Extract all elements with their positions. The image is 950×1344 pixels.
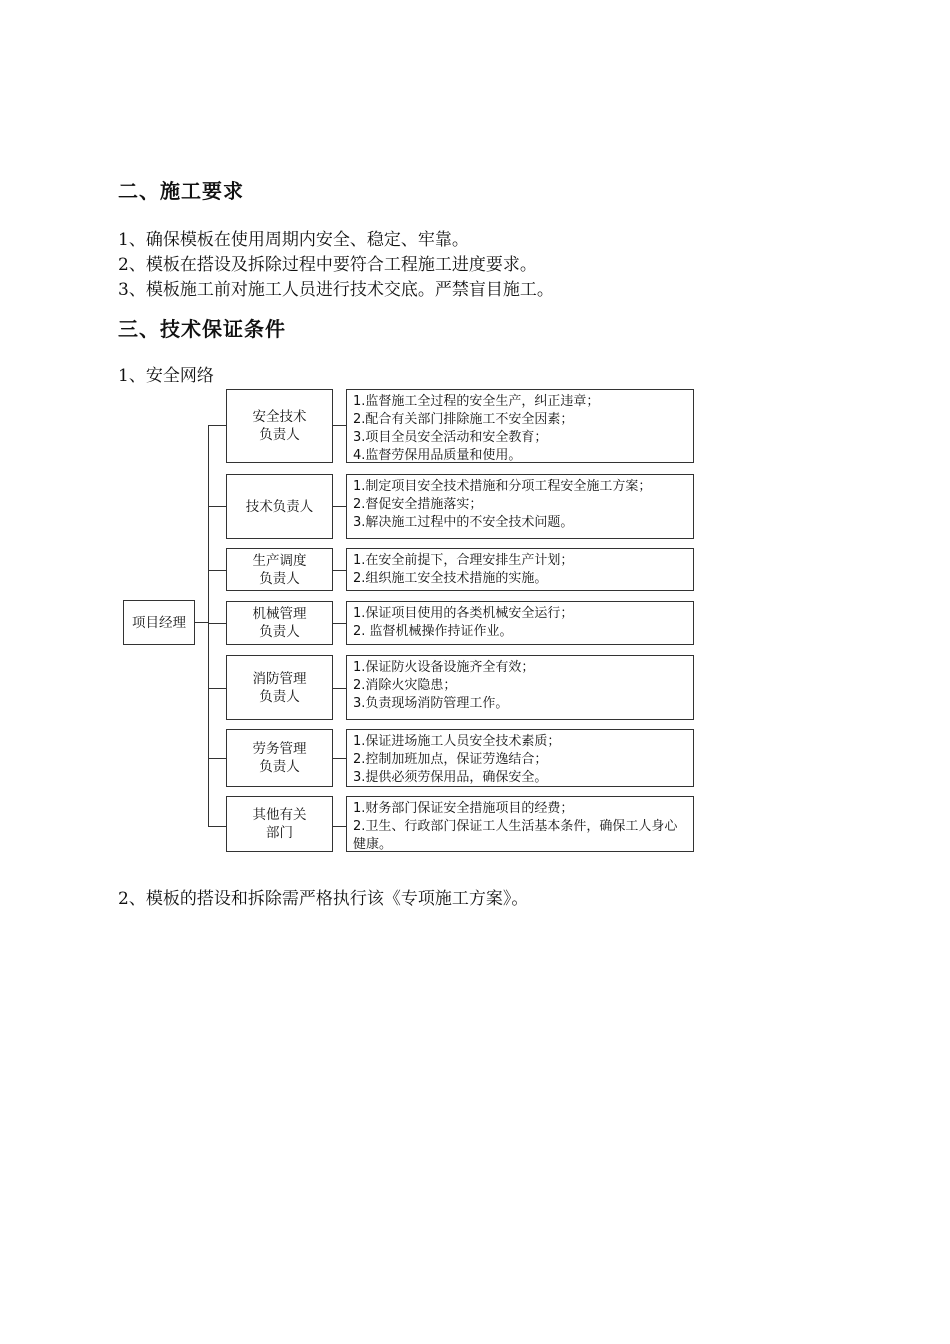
org-root-project-manager [123, 600, 195, 645]
duty-item: 2.控制加班加点，保证劳逸结合； [353, 752, 548, 767]
role-name-line: 负责人 [259, 688, 300, 705]
org-role-other-depts [226, 796, 333, 852]
org-role-tech-lead [226, 474, 333, 539]
role-name-line: 负责人 [259, 759, 300, 775]
duty-item: 2. 监督机械操作持证作业。 [353, 624, 513, 639]
duty-item: 2.配合有关部门排除施工不安全因素； [353, 412, 574, 427]
branch-line-6 [208, 758, 226, 759]
duty-item: 2.组织施工安全技术措施的实施。 [353, 571, 548, 586]
org-duties-fire [346, 655, 694, 720]
duty-connector [333, 826, 346, 827]
duty-item: 4.监督劳保用品质量和使用。 [353, 448, 522, 463]
duty-item: 2.卫生、行政部门保证工人生活基本条件，确保工人身心健康。 [353, 819, 678, 852]
org-duties-machinery [346, 601, 694, 645]
role-name-line: 其他有关 [252, 807, 307, 823]
duty-connector [333, 506, 346, 507]
requirement-item-2: 2、模板在搭设及拆除过程中要符合工程施工进度要求。 [118, 255, 537, 275]
duty-connector [333, 623, 346, 624]
duty-item: 2.督促安全措施落实； [353, 497, 483, 512]
branch-line-2 [208, 506, 226, 507]
org-role-labor [226, 729, 333, 787]
role-name-line: 负责人 [259, 427, 300, 443]
role-name-line: 负责人 [259, 570, 300, 587]
org-role-machinery [226, 601, 333, 645]
org-duties-safety-tech [346, 389, 694, 463]
role-name-line: 机械管理 [252, 606, 307, 622]
branch-line-4 [208, 623, 226, 624]
role-name-line: 消防管理 [252, 670, 307, 687]
duty-item: 2.消除火灾隐患； [353, 678, 457, 693]
org-duties-production [346, 548, 694, 591]
org-duties-tech-lead [346, 474, 694, 539]
branch-line-3 [208, 570, 226, 571]
duty-item: 3.项目全员安全活动和安全教育； [353, 430, 548, 445]
duty-item: 1.保证防火设备设施齐全有效； [353, 660, 535, 675]
subsection-execute-plan: 2、模板的搭设和拆除需严格执行该《专项施工方案》。 [118, 889, 529, 909]
duty-item: 3.提供必须劳保用品，确保安全。 [353, 770, 548, 785]
duty-item: 1.在安全前提下，合理安排生产计划； [353, 553, 574, 568]
branch-line-7 [208, 826, 226, 827]
requirement-item-1: 1、确保模板在使用周期内安全、稳定、牢靠。 [118, 230, 469, 250]
root-connector [195, 622, 209, 623]
duty-connector [333, 570, 346, 571]
duty-item: 1.保证项目使用的各类机械安全运行； [353, 606, 574, 621]
duty-connector [333, 758, 346, 759]
branch-line-1 [208, 425, 226, 426]
role-name-line: 技术负责人 [245, 498, 314, 515]
section-title-construction-requirements: 二、施工要求 [118, 179, 244, 203]
duty-item: 1.保证进场施工人员安全技术素质； [353, 734, 561, 749]
duty-item: 1.监督施工全过程的安全生产，纠正违章； [353, 394, 600, 409]
duty-item: 3.解决施工过程中的不安全技术问题。 [353, 515, 574, 530]
org-role-safety-tech [226, 389, 333, 463]
duty-connector [333, 688, 346, 689]
org-duties-other-depts [346, 796, 694, 852]
branch-line-5 [208, 688, 226, 689]
subsection-safety-network: 1、安全网络 [118, 366, 214, 386]
org-root-label: 项目经理 [132, 614, 186, 631]
role-name-line: 劳务管理 [252, 741, 307, 757]
role-name-line: 部门 [266, 825, 293, 841]
duty-item: 1.制定项目安全技术措施和分项工程安全施工方案； [353, 479, 652, 494]
org-role-production [226, 548, 333, 591]
org-duties-labor [346, 729, 694, 787]
section-title-technical-guarantee: 三、技术保证条件 [118, 317, 286, 341]
role-name-line: 安全技术 [252, 409, 307, 425]
duty-connector [333, 425, 346, 426]
duty-item: 3.负责现场消防管理工作。 [353, 696, 509, 711]
org-role-fire [226, 655, 333, 720]
requirement-item-3: 3、模板施工前对施工人员进行技术交底。严禁盲目施工。 [118, 280, 554, 300]
role-name-line: 生产调度 [252, 552, 307, 569]
trunk-line [208, 425, 209, 826]
duty-item: 1.财务部门保证安全措施项目的经费； [353, 801, 574, 816]
role-name-line: 负责人 [259, 624, 300, 640]
